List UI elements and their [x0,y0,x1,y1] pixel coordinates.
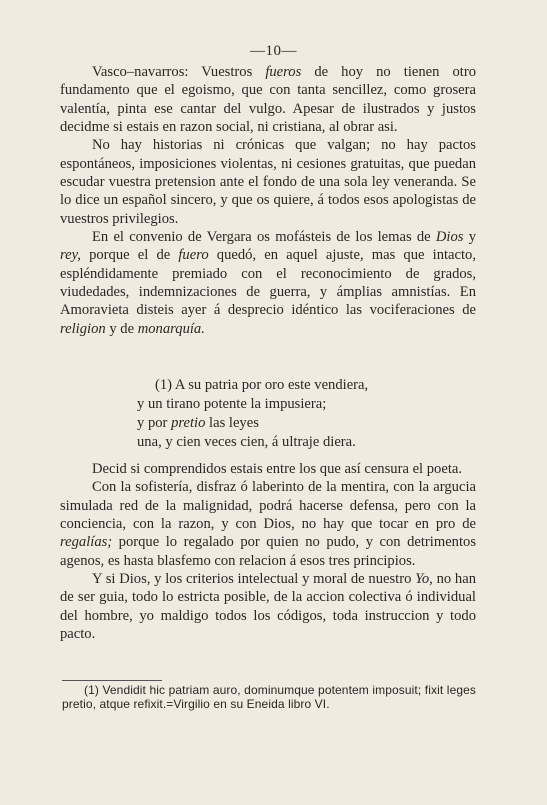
bottom-paragraph-1: Decid si comprendidos estais entre los que así censura el poeta. [92,461,462,477]
body-text-bottom [60,460,476,643]
verse-quotation [137,376,447,452]
bottom-paragraph-2: Con la sofistería, disfraz ó laberinto de la mentira, con la argucia simulada red de la malignidad, podrá hacerse defensa, pero con la conciencia, con la razon, y con Dios, no hay que tocar en pro de regalías; porque lo regalado por quien no pudo, y con detrimentos agenos, es hasta blasfemo con relacion á esos tres principios. [60,479,476,569]
bottom-paragraph-3: Y si Dios, y los criterios intelectual y moral de nuestro Yo, no han de ser guia, todo lo estricta posible, de la accion colectiva ó individual del hombre, yo maldigo todos los códigos, toda instruccion y todo pacto. [60,571,476,643]
italic-text: monarquía. [137,320,205,337]
verse-line: y un tirano potente la impusiera; [137,396,327,412]
top-paragraph-1: Vasco–navarros: Vuestros fueros de hoy no tienen otro fundamento que el egoismo, que con tanta sencillez, como grosera valentía, pinta ese cantar del vulgo. Apesar de ilustrados y justos decidme si estais en razon social, ni cristiana, al obrar asi. [60,64,476,136]
verse-line: una, y cien veces cien, á ultraje diera. [137,434,356,450]
italic-text: Dios [435,229,464,246]
footnote-rule [62,680,162,681]
body-text-top [60,63,476,338]
top-paragraph-2: No hay historias ni crónicas que valgan; no hay pactos espontáneos, imposiciones violentas, ni cesiones gratuitas, que puedan escudar vuestra pretension ante el fondo de una sola ley veneranda. Se lo dice un español sincero, y que os quiere, á todos esos apologistas de vuestros privilegios. [60,137,476,227]
footnote-text: (1) Vendidit hic patriam auro, dominumque potentem imposuit; fixit leges pretio, atque refixit.=Virgilio en su Eneida libro VI. [62,683,476,711]
italic-text: Yo, [415,571,433,588]
italic-text: regalías; [60,534,113,551]
page-number: —10— [250,43,297,59]
footnote [62,683,476,711]
italic-text: fuero [178,247,209,264]
italic-text: rey, [60,247,81,264]
verse-line: (1) A su patria por oro este vendiera, [155,377,369,393]
italic-text: pretio [171,415,206,431]
italic-text: religion [60,320,106,337]
verse-line: y por pretio las leyes [137,415,259,431]
italic-text: fueros [265,64,302,80]
top-paragraph-3: En el convenio de Vergara os mofásteis de los lemas de Dios y rey, porque el de fuero quedó, en aquel ajuste, mas que intacto, espléndidamente premiado con el reconocimiento de grados, viudedades, indemnizaciones de guerra, y ámplias amnistías. En Amoravieta disteis ayer á desprecio idéntico las vociferaciones de religion y de monarquía. [60,229,476,337]
